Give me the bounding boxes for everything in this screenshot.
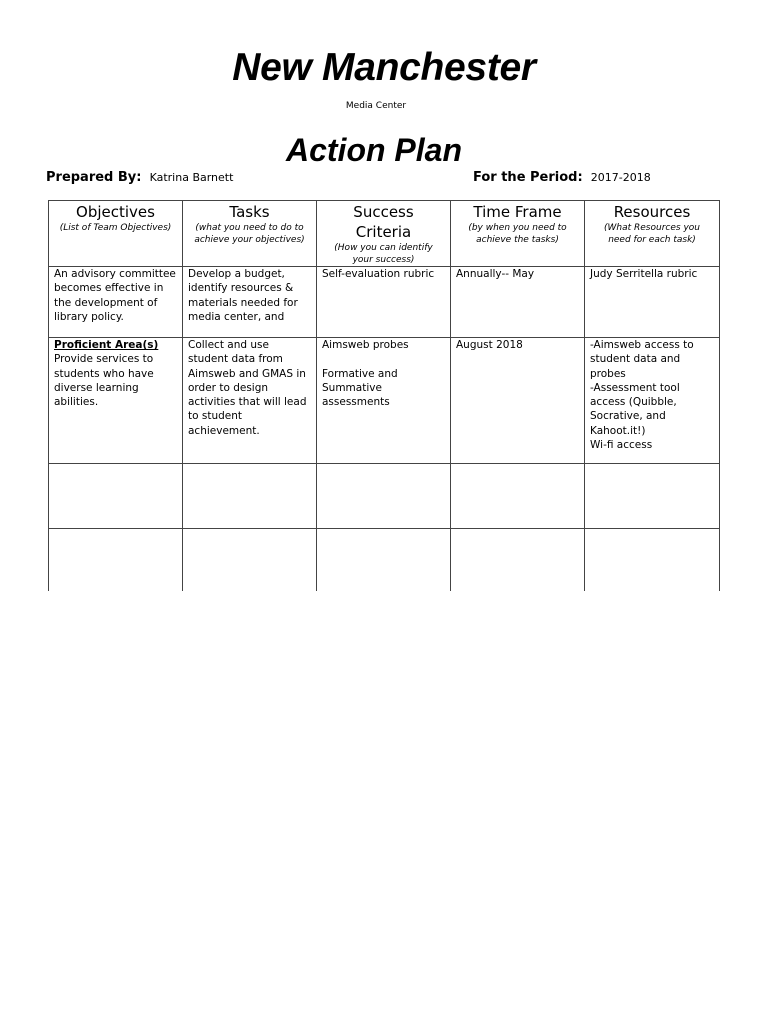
document-subtitle: Media Center	[345, 101, 407, 111]
column-hint: (by when you need to achieve the tasks)	[468, 223, 567, 245]
column-hint: (what you need to do to achieve your objectives)	[194, 223, 305, 245]
cell-text: Aimsweb probes Formative and Summative assessments	[322, 339, 409, 409]
criteria-cell	[317, 338, 451, 464]
table-row	[49, 267, 720, 338]
action-plan-table	[48, 200, 720, 591]
document-title: New Manchester	[232, 46, 536, 89]
table-row-empty	[49, 464, 720, 529]
empty-cell	[451, 464, 585, 529]
table-row	[49, 338, 720, 464]
column-hint: (What Resources you need for each task)	[604, 223, 700, 245]
cell-text: An advisory committee becomes effective in the development of library policy.	[54, 268, 176, 323]
resources-cell	[585, 338, 720, 464]
plan-title: Action Plan	[285, 132, 462, 168]
column-hint: (List of Team Objectives)	[59, 223, 172, 233]
task-cell	[183, 267, 317, 338]
cell-text: Annually-- May	[456, 268, 535, 280]
empty-cell	[183, 529, 317, 592]
cell-text: Collect and use student data from Aimsweb and GMAS in order to design activities that will lead to student achievement.	[188, 339, 307, 437]
table-header-row	[49, 201, 720, 267]
column-title: Success Criteria	[353, 203, 414, 241]
column-header-objectives	[49, 201, 183, 267]
empty-cell	[585, 464, 720, 529]
prepared-by	[46, 166, 233, 185]
column-header-tasks	[183, 201, 317, 267]
column-title: Tasks	[229, 203, 270, 221]
objective-cell	[49, 338, 183, 464]
column-title: Resources	[613, 203, 691, 221]
period-label: For the Period:	[473, 170, 583, 185]
period	[473, 166, 651, 185]
empty-cell	[183, 464, 317, 529]
cell-text: Self-evaluation rubric	[322, 268, 435, 280]
criteria-cell	[317, 267, 451, 338]
prepared-by-label: Prepared By:	[46, 170, 142, 185]
column-header-time-frame	[451, 201, 585, 267]
cell-text: -Aimsweb access to student data and probes -Assessment tool access (Quibble, Socrative, and Kahoot.it!) Wi-fi access	[590, 339, 694, 452]
empty-cell	[49, 529, 183, 592]
cell-text: Develop a budget, identify resources & materials needed for media center, and	[188, 268, 298, 323]
proficient-area-heading: Proficient Area(s)	[54, 339, 159, 351]
column-title: Time Frame	[473, 203, 562, 221]
column-title: Objectives	[76, 203, 155, 221]
cell-text: Judy Serritella rubric	[590, 268, 698, 280]
table-row-empty	[49, 529, 720, 592]
column-header-resources	[585, 201, 720, 267]
resources-cell	[585, 267, 720, 338]
empty-cell	[451, 529, 585, 592]
cell-text: Provide services to students who have diverse learning abilities.	[54, 353, 154, 409]
empty-cell	[317, 464, 451, 529]
column-hint: (How you can identify your success)	[334, 243, 433, 265]
empty-cell	[585, 529, 720, 592]
column-header-success-criteria	[317, 201, 451, 267]
prepared-by-value: Katrina Barnett	[149, 171, 234, 184]
objective-cell	[49, 267, 183, 338]
task-cell	[183, 338, 317, 464]
cell-text: August 2018	[456, 339, 523, 351]
empty-cell	[49, 464, 183, 529]
empty-cell	[317, 529, 451, 592]
timeframe-cell	[451, 267, 585, 338]
timeframe-cell	[451, 338, 585, 464]
period-value: 2017-2018	[590, 171, 651, 184]
